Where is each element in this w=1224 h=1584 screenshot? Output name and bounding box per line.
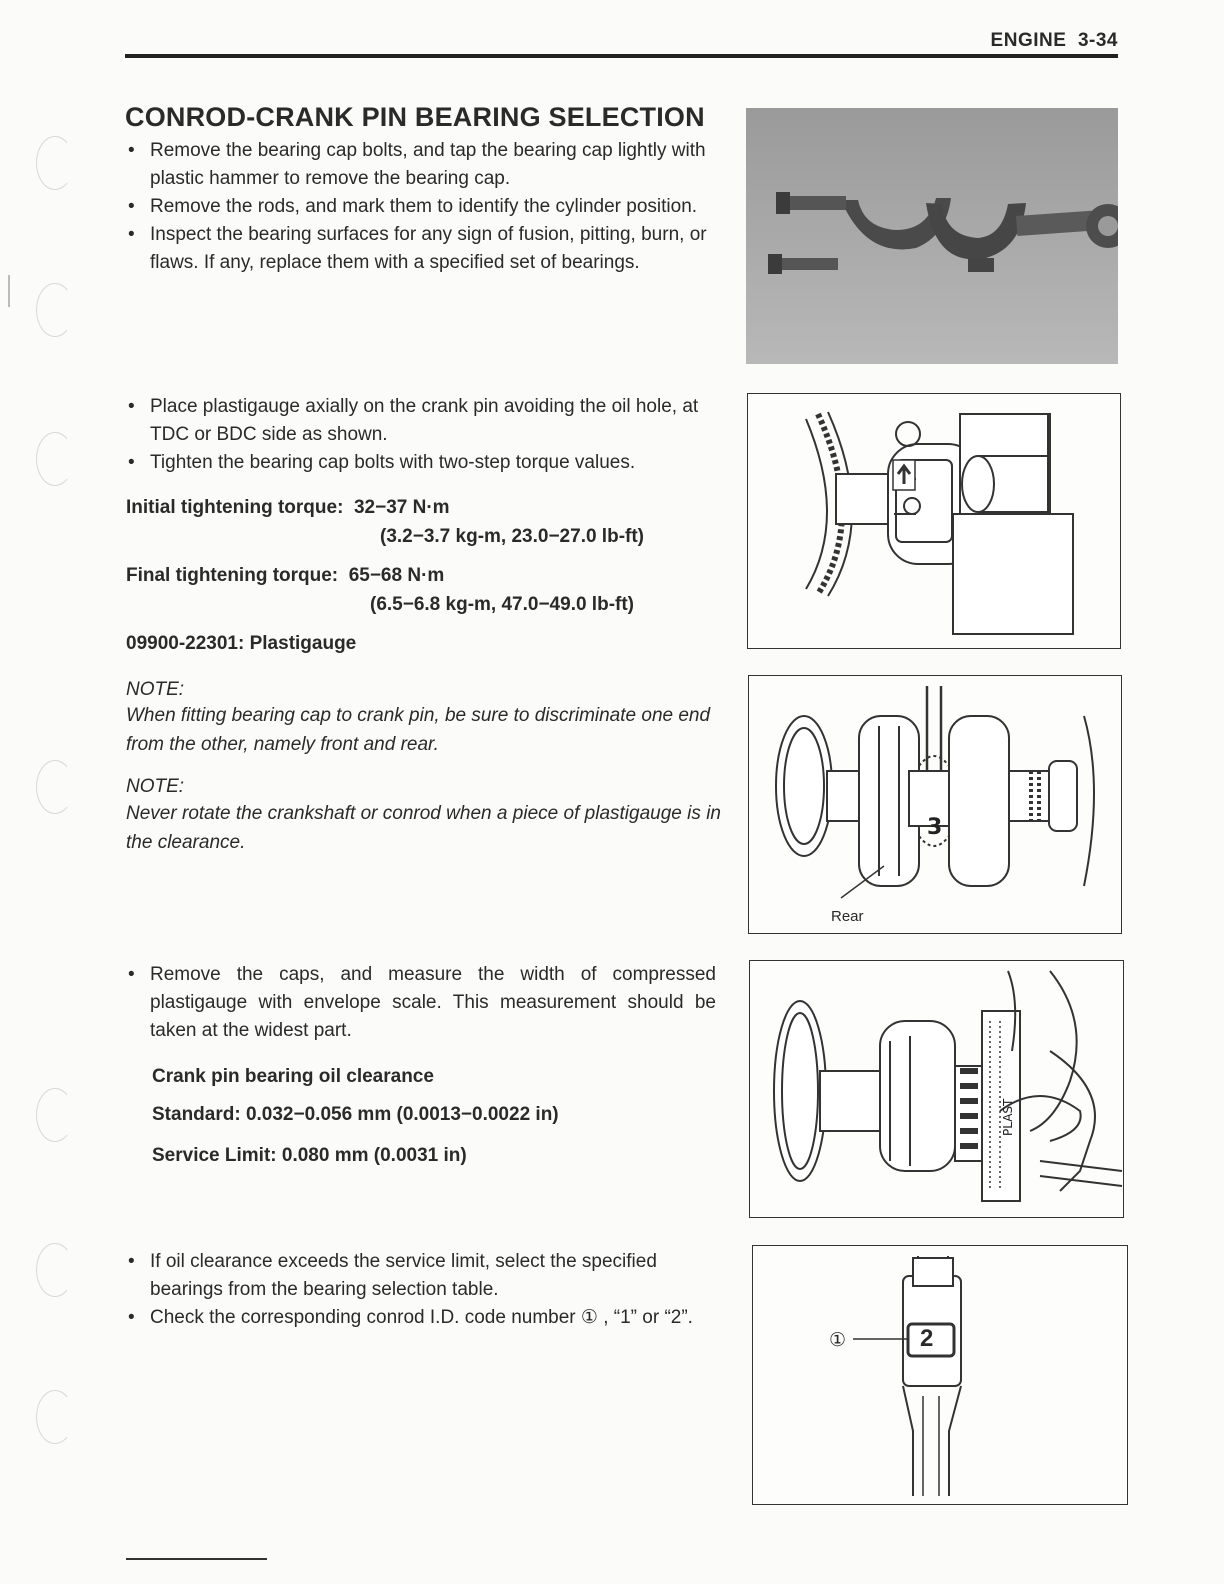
list-item: • Remove the rods, and mark them to identify the cylinder position. bbox=[126, 193, 716, 221]
list-item: • Check the corresponding conrod I.D. code number ① , “1” or “2”. bbox=[126, 1304, 716, 1332]
initial-torque-label: Initial tightening torque: bbox=[126, 497, 344, 518]
clearance-limit: Service Limit: 0.080 mm (0.0031 in) bbox=[152, 1145, 467, 1166]
figure-plastigauge-scale bbox=[749, 960, 1124, 1218]
conrod-id-code: 2 bbox=[920, 1325, 934, 1352]
note2-body: Never rotate the crankshaft or conrod when a piece of plastigauge is in the clearance. bbox=[126, 803, 721, 853]
plastigauge-scale-illustration bbox=[750, 961, 1123, 1217]
binder-hole bbox=[36, 283, 74, 337]
list-item: • Remove the bearing cap bolts, and tap the bearing cap lightly with plastic hammer to remove the bearing cap. bbox=[126, 137, 716, 193]
final-torque-label: Final tightening torque: bbox=[126, 565, 339, 586]
crankshaft-illustration bbox=[749, 676, 1121, 933]
list-item: • If oil clearance exceeds the service limit, select the specified bearings from the bearing selection table. bbox=[126, 1248, 716, 1304]
note2-heading: NOTE: bbox=[126, 776, 185, 797]
section3-list bbox=[126, 961, 716, 1045]
initial-torque bbox=[126, 493, 450, 523]
section2-list bbox=[126, 393, 716, 477]
clearance-heading: Crank pin bearing oil clearance bbox=[152, 1066, 434, 1087]
figure-conrod-id-code bbox=[752, 1245, 1128, 1505]
note1-heading: NOTE: bbox=[126, 679, 185, 700]
initial-torque-value: 32−37 N·m bbox=[353, 497, 450, 518]
binder-hole bbox=[36, 432, 74, 486]
final-torque bbox=[126, 561, 444, 591]
section1-list bbox=[126, 137, 716, 277]
crank-pin-illustration bbox=[748, 394, 1120, 648]
margin-mark bbox=[8, 275, 10, 307]
footer-rule bbox=[126, 1558, 267, 1560]
initial-torque-alt: (3.2−3.7 kg-m, 23.0−27.0 lb-ft) bbox=[380, 526, 645, 547]
special-tool: 09900-22301: Plastigauge bbox=[126, 633, 357, 654]
list-item: • Tighten the bearing cap bolts with two-step torque values. bbox=[126, 449, 716, 477]
page-number: 3-34 bbox=[1077, 30, 1118, 51]
page-header bbox=[991, 30, 1118, 52]
section-name: ENGINE bbox=[990, 30, 1067, 51]
binder-hole bbox=[36, 136, 74, 190]
binder-hole bbox=[36, 1088, 74, 1142]
figure-conrod-photo bbox=[746, 108, 1118, 364]
svg-text:3: 3 bbox=[927, 815, 943, 840]
clearance-standard: Standard: 0.032−0.056 mm (0.0013−0.0022 in) bbox=[152, 1104, 559, 1125]
binder-hole bbox=[36, 1390, 74, 1444]
final-torque-alt: (6.5−6.8 kg-m, 47.0−49.0 lb-ft) bbox=[370, 594, 635, 615]
scale-text: PLAST bbox=[1001, 1098, 1015, 1136]
list-item: • Inspect the bearing surfaces for any sign of fusion, pitting, burn, or flaws. If any, replace them with a specified set of bearings. bbox=[126, 221, 716, 277]
binder-hole bbox=[36, 760, 74, 814]
callout-one: ① bbox=[829, 1330, 847, 1351]
final-torque-value: 65−68 N·m bbox=[348, 565, 445, 586]
figure-crank-pin bbox=[747, 393, 1121, 649]
list-item: • Place plastigauge axially on the crank pin avoiding the oil hole, at TDC or BDC side as shown. bbox=[126, 393, 716, 449]
conrod-photo-illustration bbox=[746, 108, 1118, 364]
note1-body: When fitting bearing cap to crank pin, be sure to discriminate one end from the other, namely front and rear. bbox=[126, 705, 711, 755]
conrod-id-illustration bbox=[753, 1246, 1127, 1504]
binder-hole bbox=[36, 1243, 74, 1297]
header-rule bbox=[125, 54, 1118, 58]
section4-list bbox=[126, 1248, 716, 1332]
figure-crankshaft bbox=[748, 675, 1122, 934]
list-item: • Remove the caps, and measure the width of compressed plastigauge with envelope scale. This measurement should be taken at the widest part. bbox=[126, 961, 716, 1045]
rear-label: Rear bbox=[831, 908, 864, 925]
page-title: CONROD-CRANK PIN BEARING SELECTION bbox=[125, 102, 705, 132]
